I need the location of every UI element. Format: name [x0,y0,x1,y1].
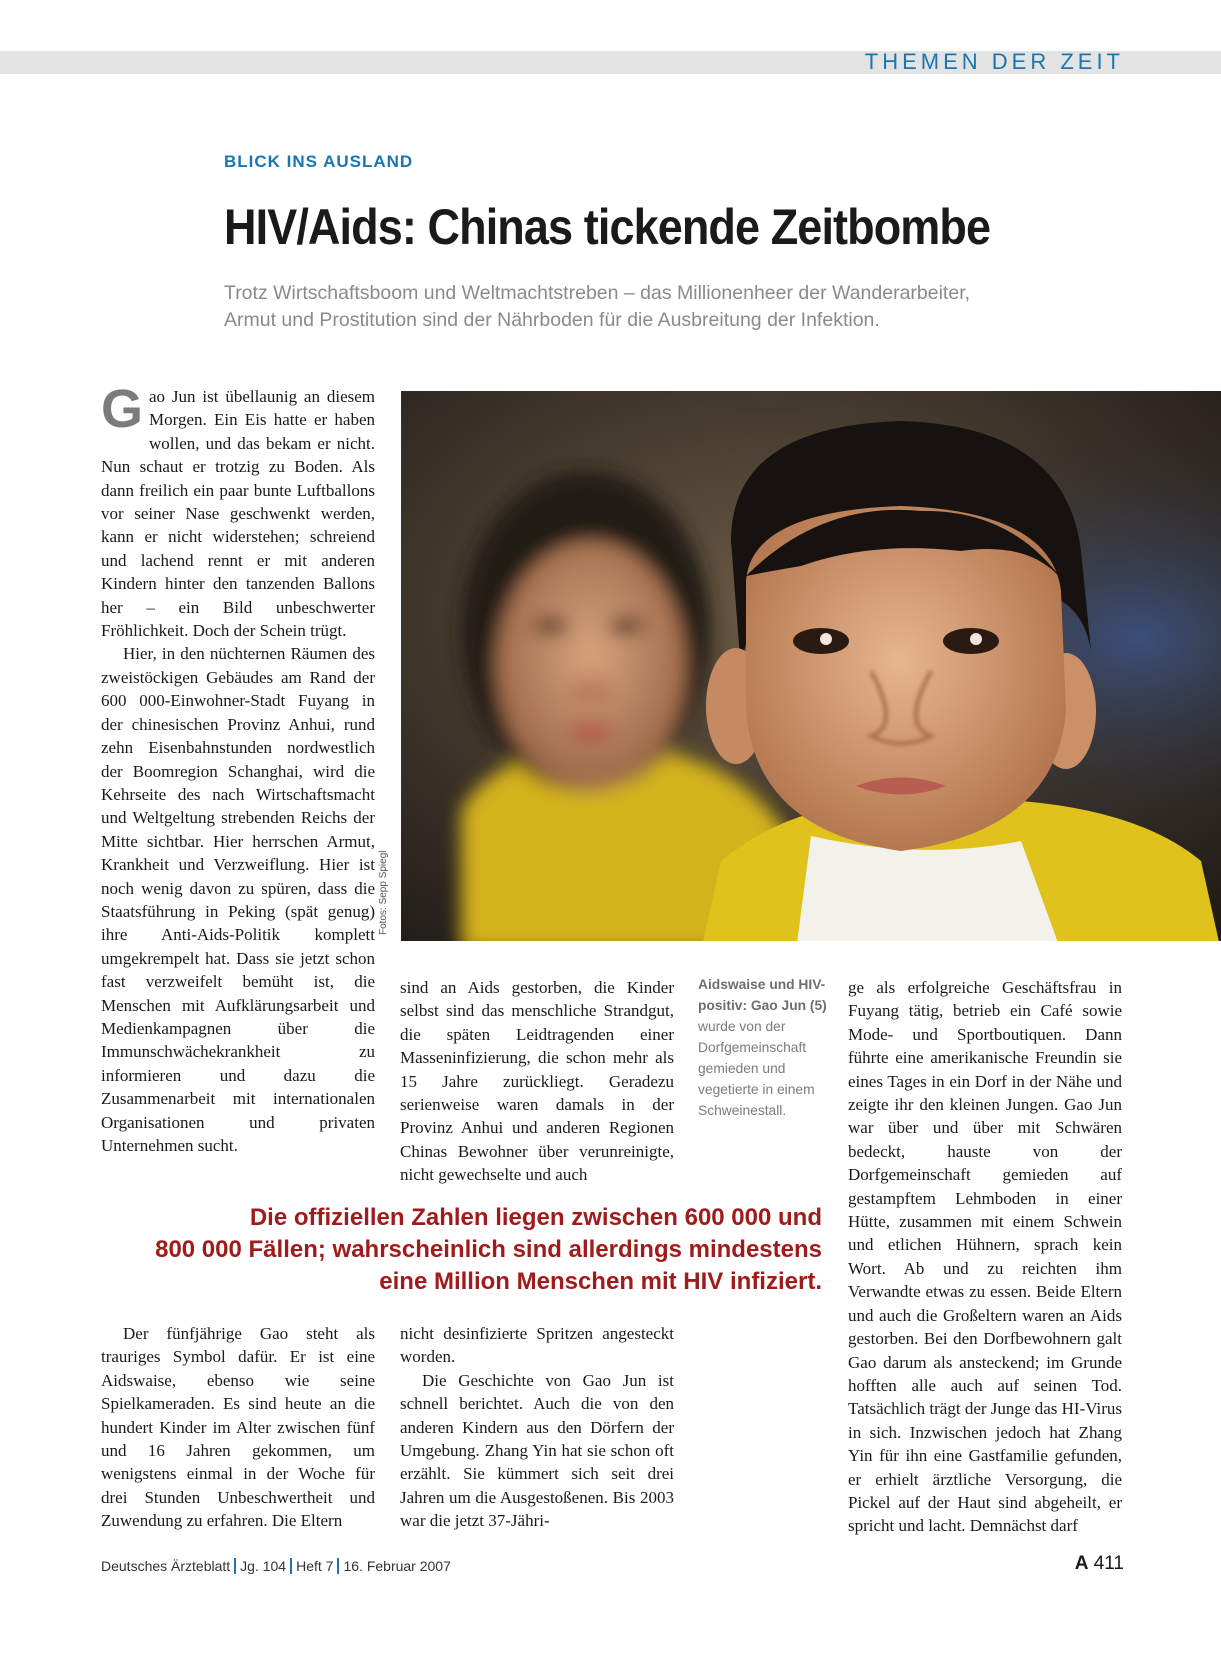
footer-separator [337,1558,339,1574]
subtitle-line: Trotz Wirtschaftsboom und Weltmachtstreben – das Millionenheer der Wanderarbeiter, [224,282,971,304]
journal-volume: Jg. 104 [240,1558,287,1574]
article-subtitle [224,280,1144,334]
page-number [1075,1553,1124,1575]
page-number-value: 411 [1093,1553,1124,1574]
children-photo [401,391,1221,941]
journal-issue: Heft 7 [296,1558,334,1574]
pull-quote-line: Die offiziellen Zahlen liegen zwischen 600 000 und [249,1204,822,1231]
column-2-top [400,976,674,1187]
paragraph: nicht desinfizierte Spritzen angesteckt worden. [400,1324,674,1367]
photo-caption [698,974,838,1121]
caption-heading: Aidswaise und HIV-positiv: Gao Jun (5) [698,977,827,1013]
photo-credit: Fotos: Sepp Spiegl [378,850,389,935]
pull-quote-line: 800 000 Fällen; wahrscheinlich sind allerdings mindestens [155,1236,822,1263]
article-kicker: BLICK INS AUSLAND [224,152,414,171]
paragraph: Der fünfjährige Gao steht als trauriges Symbol dafür. Er ist eine Aidswaise, ebenso wie seine Spielkameraden. Es sind heute an die hundert Kinder im Alter zwischen fünf und 16 Jahren gekommen, um wenigstens einmal in der Woche für drei Stunden Unbeschwertheit und Zuwendung zu erfahren. Die Eltern [101,1324,375,1531]
journal-name: Deutsches Ärzteblatt [101,1558,231,1574]
article-photo [401,391,1221,941]
subtitle-line: Armut und Prostitution sind der Nährboden für die Ausbreitung der Infektion. [224,309,880,331]
column-1-bottom [101,1322,375,1533]
column-1-top [101,379,375,1157]
pull-quote [110,1202,822,1298]
paragraph: ao Jun ist übellaunig an diesem Morgen. Ein Eis hatte er haben wollen, und das bekam er nicht. Nun schaut er trotzig zu Boden. Als dann freilich ein paar bunte Luftballons vor seiner Nase geschwenkt werden, kann er nicht widerstehen; schreiend und lachend rennt er mit anderen Kindern hinter den tanzenden Ballons her – ein Bild unbeschwerter Fröhlichkeit. Doch der Schein trügt. [101,387,375,641]
footer-separator [290,1558,292,1574]
pull-quote-line: eine Million Menschen mit HIV infiziert. [379,1268,822,1295]
article-title: HIV/Aids: Chinas tickende Zeitbombe [224,199,991,255]
issue-date: 16. Februar 2007 [343,1558,451,1574]
paragraph: Die Geschichte von Gao Jun ist schnell berichtet. Auch die von den anderen Kindern aus den Dörfern der Umgebung. Zhang Yin hat sie schon oft erzählt. Sie kümmert sich seit drei Jahren um die Ausgestoßenen. Bis 2003 war die jetzt 37-Jähri- [400,1370,674,1531]
column-3 [848,976,1122,1538]
page-prefix: A [1074,1553,1089,1574]
paragraph: ge als erfolgreiche Geschäftsfrau in Fuyang tätig, betrieb ein Café sowie Mode- und Sportboutiquen. Dann führte eine amerikanische Freundin sie eines Tages in ein Dorf in der Nähe und zeigte ihr den kleinen Jungen. Gao Jun war über und über mit Schwären bedeckt, hauste von der Dorfgemeinschaft gemieden auf gestampftem Lehmboden in einer Hütte, zusammen mit einem Schwein und etlichen Hühnern, sprach kein Wort. Ab und zu reichten ihm Verwandte etwas zu essen. Beide Eltern und auch die Großeltern waren an Aids gestorben. Bei den Dorfbewohnern galt Gao darum als ansteckend; im Grunde hofften alle auch auf seinen Tod. Tatsächlich trägt der Junge das HI-Virus in sich. Inzwischen jedoch hat Zhang Yin für ihn eine Gastfamilie gefunden, er erhielt ärztliche Versorgung, die Pickel auf der Haut sind abgeheilt, er spricht und lacht. Demnächst darf [848,978,1122,1536]
column-2-bottom [400,1322,674,1533]
footer-citation [101,1558,451,1574]
footer-separator [234,1558,236,1574]
drop-cap: G [101,379,144,439]
section-label: THEMEN DER ZEIT [864,49,1124,74]
paragraph: Hier, in den nüchternen Räumen des zweistöckigen Gebäudes am Rand der 600 000-Einwohner-Stadt Fuyang in der chinesischen Provinz Anhui, rund zehn Eisenbahnstunden nordwestlich der Boomregion Schanghai, wird die Kehrseite des nach Wirtschaftsmacht und Weltgeltung strebenden Reichs der Mitte sichtbar. Hier herrschen Armut, Krankheit und Verzweiflung. Hier ist noch wenig davon zu spüren, dass die Staatsführung in Peking (spät genug) ihre Anti-Aids-Politik komplett umgekrempelt hat. Dass sie jetzt schon fast verzweifelt bemüht ist, die Menschen mit Aufklärungsarbeit und Medienkampagnen über die Immunschwächekrankheit zu informieren und dazu die Zusammenarbeit mit internationalen Organisationen und privaten Unternehmen sucht. [101,644,375,1155]
paragraph: sind an Aids gestorben, die Kinder selbst sind das menschliche Strandgut, die späten Leidtragenden einer Masseninfizierung, die schon mehr als 15 Jahre zurückliegt. Geradezu serienweise waren damals in der Provinz Anhui und anderen Regionen Chinas Bewohner über verunreinigte, nicht gewechselte und auch [400,978,674,1185]
caption-text: wurde von der Dorfgemeinschaft gemieden und vegetierte in einem Schweinestall. [698,1019,815,1118]
